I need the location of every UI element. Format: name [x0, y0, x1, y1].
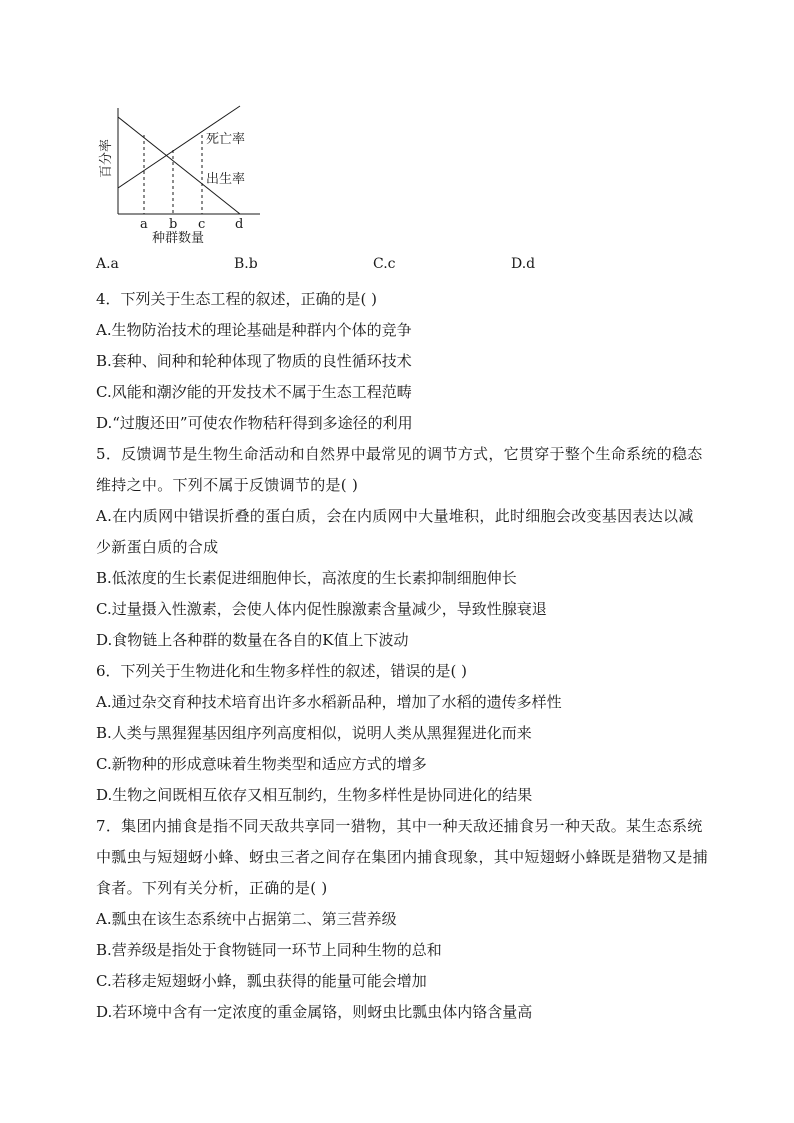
- q6-option-a: A.通过杂交育种技术培育出许多水稻新品种，增加了水稻的遗传多样性: [96, 693, 562, 711]
- q4-option-d: D.“过腹还田”可使农作物秸秆得到多途径的利用: [96, 414, 413, 432]
- birth-rate-label: 出生率: [206, 172, 246, 187]
- x-axis-label: 种群数量: [152, 231, 205, 246]
- q6-option-b: B.人类与黑猩猩基因组序列高度相似，说明人类从黑猩猩进化而来: [96, 724, 532, 742]
- tick-a: a: [140, 217, 148, 232]
- q4-stem: 4．下列关于生态工程的叙述，正确的是( ): [96, 290, 378, 308]
- q3-option-d: D.d: [511, 256, 536, 272]
- q7-option-a: A.瓢虫在该生态系统中占据第二、第三营养级: [96, 910, 397, 928]
- q4-option-a: A.生物防治技术的理论基础是种群内个体的竞争: [96, 321, 412, 339]
- q4-option-c: C.风能和潮汐能的开发技术不属于生态工程范畴: [96, 383, 412, 401]
- tick-b: b: [169, 217, 178, 232]
- q6-option-d: D.生物之间既相互依存又相互制约，生物多样性是协同进化的结果: [96, 786, 533, 804]
- q6-stem: 6．下列关于生物进化和生物多样性的叙述，错误的是( ): [96, 662, 468, 680]
- q5-option-b: B.低浓度的生长素促进细胞伸长，高浓度的生长素抑制细胞伸长: [96, 569, 517, 587]
- population-rate-figure: [96, 100, 276, 250]
- tick-d: d: [235, 217, 244, 232]
- q7-stem: 7．集团内捕食是指不同天敌共享同一猎物，其中一种天敌还捕食另一种天敌。某生态系统中瓢虫与短翅蚜小蜂、蚜虫三者之间存在集团内捕食现象，其中短翅蚜小蜂既是猎物又是捕食者。下列有关分析，正确的是( ): [96, 817, 709, 897]
- q5-stem: 5．反馈调节是生物生命活动和自然界中最常见的调节方式，它贯穿于整个生命系统的稳态维持之中。下列不属于反馈调节的是( ): [96, 445, 703, 494]
- q7-option-b: B.营养级是指处于食物链同一环节上同种生物的总和: [96, 941, 442, 959]
- q7-option-d: D.若环境中含有一定浓度的重金属铬，则蚜虫比瓢虫体内铬含量高: [96, 1003, 533, 1021]
- q7-option-c: C.若移走短翅蚜小蜂，瓢虫获得的能量可能会增加: [96, 972, 427, 990]
- q5-option-c: C.过量摄入性激素，会使人体内促性腺激素含量减少，导致性腺衰退: [96, 600, 547, 618]
- rate-graph: [96, 100, 276, 250]
- q5-option-d: D.食物链上各种群的数量在各自的K值上下波动: [96, 631, 409, 649]
- q3-option-a: A.a: [96, 256, 119, 272]
- question-list: [96, 284, 708, 1028]
- tick-c: c: [198, 217, 206, 232]
- q6-option-c: C.新物种的形成意味着生物类型和适应方式的增多: [96, 755, 427, 773]
- y-axis-label: 百分率: [99, 138, 114, 178]
- q4-option-b: B.套种、间种和轮种体现了物质的良性循环技术: [96, 352, 412, 370]
- q3-options: [96, 256, 716, 276]
- q3-option-c: C.c: [373, 256, 396, 272]
- death-rate-label: 死亡率: [206, 132, 246, 147]
- q3-option-b: B.b: [234, 256, 258, 272]
- q5-option-a: A.在内质网中错误折叠的蛋白质，会在内质网中大量堆积，此时细胞会改变基因表达以减少新蛋白质的合成: [96, 507, 694, 556]
